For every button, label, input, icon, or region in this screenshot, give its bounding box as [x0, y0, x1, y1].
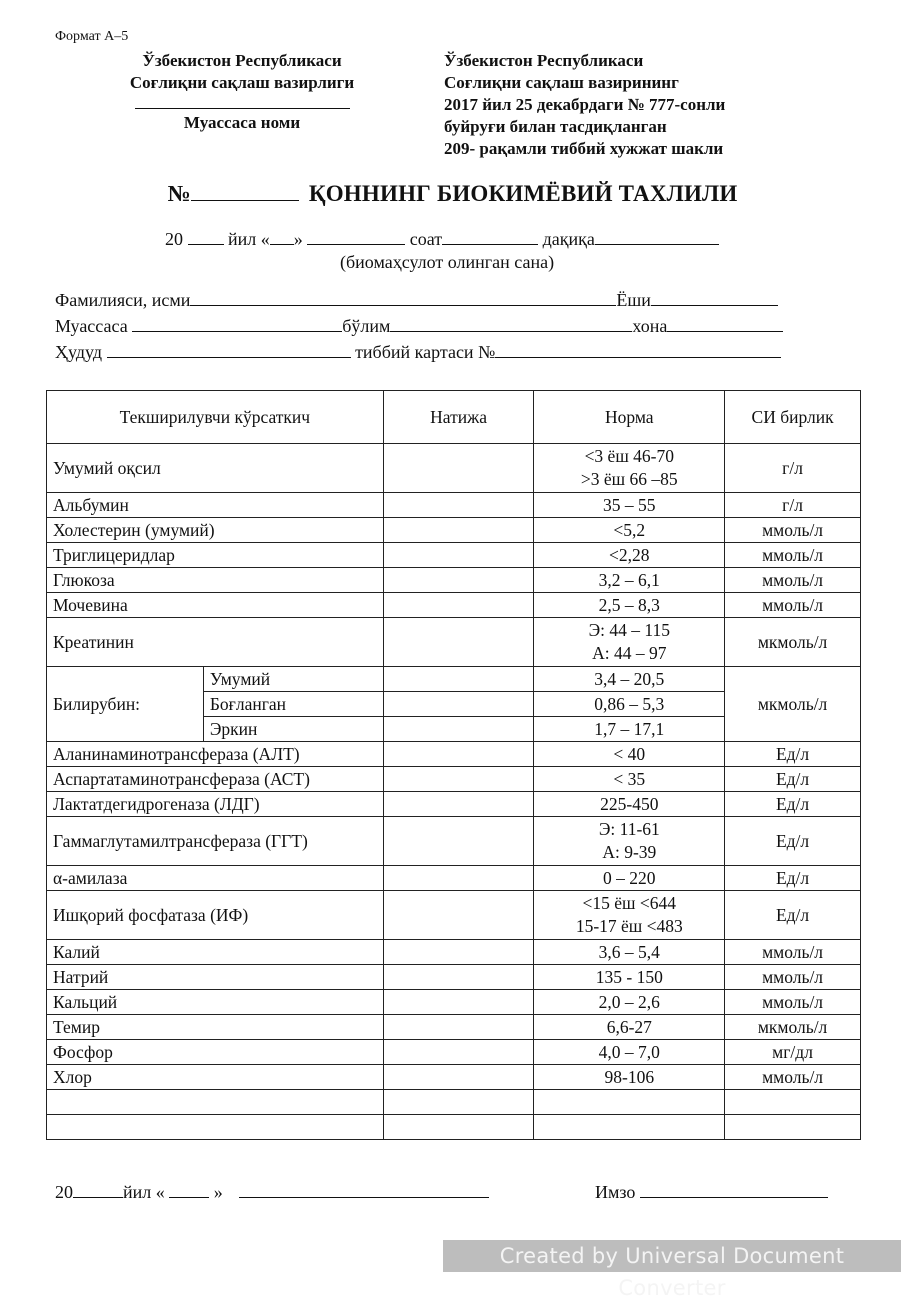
empty-norm-cell[interactable] [534, 1090, 725, 1115]
norm-cell: 0,86 – 5,3 [534, 692, 725, 717]
minute-field[interactable] [595, 228, 719, 245]
footer-date-line [55, 1181, 489, 1203]
facility-field[interactable] [132, 315, 342, 332]
unit-cell: Ед/л [725, 891, 861, 940]
result-cell[interactable] [383, 1015, 534, 1040]
indicator-name: Альбумин [47, 493, 384, 518]
table-row [47, 767, 861, 792]
norm-cell [534, 817, 725, 866]
norm-cell [534, 543, 725, 568]
indicator-name: Аспартатаминотрансфераза (АСТ) [47, 767, 384, 792]
footer-year-field[interactable] [73, 1181, 123, 1198]
result-cell[interactable] [383, 543, 534, 568]
norm-cell [534, 618, 725, 667]
norm-line: <2,28 [609, 544, 650, 565]
norm-line: 3,2 – 6,1 [598, 569, 660, 590]
unit-cell: г/л [725, 493, 861, 518]
result-cell[interactable] [383, 1065, 534, 1090]
table-row [47, 444, 861, 493]
watermark: Created by Universal Document Converter [443, 1240, 901, 1272]
footer-year-prefix: 20 [55, 1182, 73, 1202]
norm-line: 35 – 55 [603, 494, 656, 515]
header-right-line4: буйруғи билан тасдиқланган [444, 117, 667, 136]
unit-cell: ммоль/л [725, 965, 861, 990]
header-right-line2: Соғлиқни сақлаш вазирининг [444, 73, 679, 92]
facility-line [55, 315, 783, 337]
empty-indicator-cell[interactable] [47, 1115, 384, 1140]
norm-cell [534, 767, 725, 792]
month-field[interactable] [307, 228, 405, 245]
header-result: Натижа [383, 391, 534, 444]
table-row [47, 817, 861, 866]
result-cell[interactable] [383, 568, 534, 593]
department-field[interactable] [390, 315, 632, 332]
result-cell[interactable] [383, 444, 534, 493]
norm-cell [534, 1065, 725, 1090]
year-field[interactable] [188, 228, 224, 245]
unit-cell: ммоль/л [725, 940, 861, 965]
norm-cell [534, 742, 725, 767]
footer-day-close: » [213, 1182, 223, 1202]
norm-cell [534, 493, 725, 518]
unit-cell: ммоль/л [725, 543, 861, 568]
indicator-name: Гаммаглутамилтрансфераза (ГГТ) [47, 817, 384, 866]
footer-day-field[interactable] [169, 1181, 209, 1198]
result-cell[interactable] [383, 965, 534, 990]
table-row [47, 1015, 861, 1040]
card-label: тиббий картаси № [355, 342, 496, 362]
title-number-blank[interactable] [191, 182, 299, 201]
norm-cell [534, 891, 725, 940]
bilirubin-name: Билирубин: [47, 667, 204, 742]
footer-year-label: йил « [123, 1182, 165, 1202]
norm-line: 135 - 150 [595, 966, 663, 987]
bilirubin-sub-name: Эркин [203, 717, 383, 742]
unit-cell: Ед/л [725, 866, 861, 891]
indicator-name: Фосфор [47, 1040, 384, 1065]
unit-cell: Ед/л [725, 817, 861, 866]
table-row-bilirubin [47, 667, 861, 692]
empty-result-cell[interactable] [383, 1090, 534, 1115]
hour-field[interactable] [442, 228, 538, 245]
empty-norm-cell[interactable] [534, 1115, 725, 1140]
table-row [47, 940, 861, 965]
region-label: Ҳудуд [55, 342, 103, 362]
norm-line: 225-450 [600, 793, 659, 814]
norm-line: 2,0 – 2,6 [598, 991, 660, 1012]
table-row [47, 990, 861, 1015]
header-right-line3: 2017 йил 25 декабрдаги № 777-сонли [444, 95, 726, 114]
unit-cell: ммоль/л [725, 568, 861, 593]
norm-cell: 1,7 – 17,1 [534, 717, 725, 742]
norm-cell [534, 792, 725, 817]
norm-line: <3 ёш 46-70 [584, 446, 675, 466]
indicator-name: α-амилаза [47, 866, 384, 891]
unit-cell: ммоль/л [725, 1065, 861, 1090]
department-label: бўлим [342, 316, 391, 336]
norm-line: 6,6-27 [606, 1016, 652, 1037]
region-field[interactable] [107, 341, 351, 358]
norm-cell [534, 568, 725, 593]
facility-name-line [135, 108, 350, 109]
empty-indicator-cell[interactable] [47, 1090, 384, 1115]
indicator-name: Натрий [47, 965, 384, 990]
norm-line: < 40 [613, 743, 646, 764]
title-text: ҚОННИНГ БИОКИМЁВИЙ ТАХЛИЛИ [308, 181, 738, 206]
indicator-name: Креатинин [47, 618, 384, 667]
day-field[interactable] [270, 228, 294, 245]
unit-cell: ммоль/л [725, 593, 861, 618]
unit-cell: мкмоль/л [725, 618, 861, 667]
day-close: » [293, 229, 303, 249]
bilirubin-unit: мкмоль/л [725, 667, 861, 742]
result-cell[interactable] [383, 692, 534, 717]
year-label: йил « [228, 229, 270, 249]
indicator-name: Мочевина [47, 593, 384, 618]
result-cell[interactable] [383, 940, 534, 965]
header-left-line2: Соғлиқни сақлаш вазирлиги [129, 73, 355, 92]
indicator-name: Ишқорий фосфатаза (ИФ) [47, 891, 384, 940]
age-label: Ёши [616, 290, 651, 310]
table-header-row [47, 391, 861, 444]
result-cell[interactable] [383, 667, 534, 692]
bilirubin-sub-name: Боғланган [203, 692, 383, 717]
result-cell[interactable] [383, 817, 534, 866]
table-row [47, 518, 861, 543]
header-left-line1: Ўзбекистон Республикаси [142, 51, 342, 70]
sample-date-caption: (биомаҳсулот олинган сана) [340, 252, 555, 272]
indicator-name: Лактатдегидрогеназа (ЛДГ) [47, 792, 384, 817]
norm-cell [534, 1015, 725, 1040]
header-norm: Норма [534, 391, 725, 444]
signature-field[interactable] [640, 1181, 828, 1198]
bilirubin-sub-name: Умумий [203, 667, 383, 692]
table-row [47, 866, 861, 891]
minute-label: дақиқа [542, 229, 595, 249]
norm-cell [534, 1040, 725, 1065]
result-cell[interactable] [383, 493, 534, 518]
norm-cell [534, 965, 725, 990]
table-row [47, 618, 861, 667]
empty-unit-cell[interactable] [725, 1090, 861, 1115]
indicator-name: Аланинаминотрансфераза (АЛТ) [47, 742, 384, 767]
patient-name-line [55, 289, 778, 311]
norm-cell [534, 866, 725, 891]
indicator-name: Калий [47, 940, 384, 965]
indicator-name: Триглицеридлар [47, 543, 384, 568]
footer-month-field[interactable] [239, 1181, 489, 1198]
unit-cell: Ед/л [725, 767, 861, 792]
table-row [47, 1040, 861, 1065]
indicator-name: Хлор [47, 1065, 384, 1090]
norm-line: 15-17 ёш <483 [575, 916, 683, 936]
signature-line [595, 1181, 828, 1203]
header-right-line1: Ўзбекистон Республикаси [444, 51, 644, 70]
year-prefix: 20 [165, 229, 183, 249]
unit-cell: Ед/л [725, 792, 861, 817]
indicator-name: Кальций [47, 990, 384, 1015]
norm-line: А: 9-39 [602, 842, 657, 862]
norm-cell [534, 593, 725, 618]
empty-row [47, 1115, 861, 1140]
table-row [47, 1065, 861, 1090]
result-cell[interactable] [383, 618, 534, 667]
facility-name-caption: Муассаса номи [183, 113, 301, 132]
unit-cell: мг/дл [725, 1040, 861, 1065]
title-number-sign: № [167, 181, 191, 206]
unit-cell: мкмоль/л [725, 1015, 861, 1040]
indicator-name: Глюкоза [47, 568, 384, 593]
norm-cell [534, 518, 725, 543]
age-field[interactable] [651, 289, 778, 306]
header-indicator: Текширилувчи кўрсаткич [47, 391, 384, 444]
norm-line: <15 ёш <644 [582, 893, 677, 913]
patient-name-label: Фамилияси, исми [55, 290, 191, 310]
result-cell[interactable] [383, 792, 534, 817]
indicator-name: Темир [47, 1015, 384, 1040]
region-line [55, 341, 781, 363]
table-row [47, 742, 861, 767]
norm-line: А: 44 – 97 [592, 643, 667, 663]
result-cell[interactable] [383, 717, 534, 742]
facility-label: Муассаса [55, 316, 128, 336]
table-row [47, 965, 861, 990]
result-cell[interactable] [383, 866, 534, 891]
norm-line: <5,2 [613, 519, 646, 540]
header-right-line5: 209- рақамли тиббий хужжат шакли [444, 139, 724, 158]
empty-unit-cell[interactable] [725, 1115, 861, 1140]
unit-cell: г/л [725, 444, 861, 493]
page-title [0, 181, 905, 207]
empty-row [47, 1090, 861, 1115]
patient-name-field[interactable] [190, 289, 616, 306]
room-field[interactable] [667, 315, 783, 332]
norm-line: 0 – 220 [603, 867, 656, 888]
unit-cell: Ед/л [725, 742, 861, 767]
indicator-name: Холестерин (умумий) [47, 518, 384, 543]
result-cell[interactable] [383, 767, 534, 792]
result-cell[interactable] [383, 593, 534, 618]
norm-line: >3 ёш 66 –85 [580, 469, 678, 489]
table-row [47, 543, 861, 568]
table-row [47, 792, 861, 817]
norm-cell [534, 990, 725, 1015]
norm-line: Э: 44 – 115 [588, 620, 670, 640]
norm-cell [534, 940, 725, 965]
result-cell[interactable] [383, 742, 534, 767]
norm-line: < 35 [613, 768, 646, 789]
format-label: Формат А–5 [55, 29, 129, 44]
table-row [47, 568, 861, 593]
signature-label: Имзо [595, 1182, 636, 1202]
table-row [47, 493, 861, 518]
card-field[interactable] [495, 341, 781, 358]
norm-cell [534, 444, 725, 493]
header-right [444, 50, 725, 160]
norm-line: 2,5 – 8,3 [598, 594, 660, 615]
hour-label: соат [409, 229, 443, 249]
result-cell[interactable] [383, 518, 534, 543]
indicator-name: Умумий оқсил [47, 444, 384, 493]
header-left [92, 50, 392, 134]
norm-line: 4,0 – 7,0 [598, 1041, 660, 1062]
norm-line: 98-106 [604, 1066, 655, 1087]
unit-cell: ммоль/л [725, 518, 861, 543]
empty-result-cell[interactable] [383, 1115, 534, 1140]
result-cell[interactable] [383, 1040, 534, 1065]
table-row [47, 593, 861, 618]
unit-cell: ммоль/л [725, 990, 861, 1015]
norm-line: 3,6 – 5,4 [598, 941, 660, 962]
room-label: хона [632, 316, 668, 336]
norm-cell: 3,4 – 20,5 [534, 667, 725, 692]
header-unit: СИ бирлик [725, 391, 861, 444]
table-row [47, 891, 861, 940]
analysis-table [46, 390, 861, 1140]
norm-line: Э: 11-61 [598, 819, 660, 839]
result-cell[interactable] [383, 891, 534, 940]
result-cell[interactable] [383, 990, 534, 1015]
sample-date-line [165, 228, 719, 250]
